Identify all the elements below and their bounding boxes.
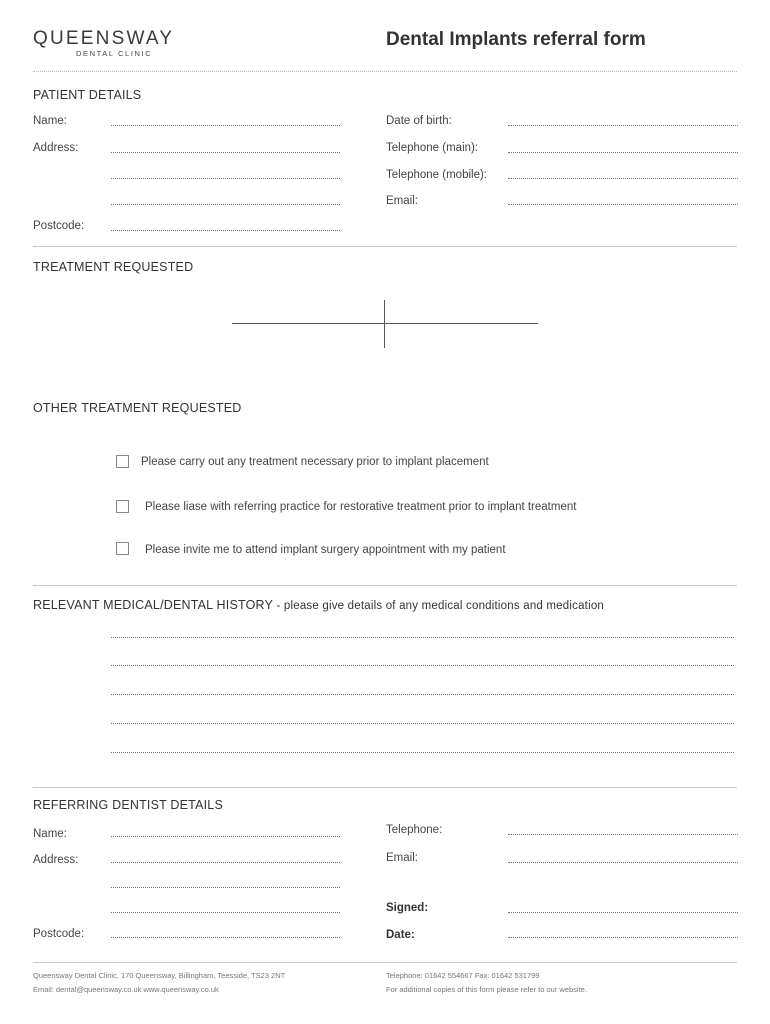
patient-postcode-label: Postcode: (33, 220, 85, 232)
attend-surgery-label: Please invite me to attend implant surgery appointment with my patient (145, 544, 506, 556)
logo-wordmark: QUEENSWAY (33, 28, 175, 49)
date-label: Date: (386, 929, 415, 941)
liase-practice-label: Please liase with referring practice for restorative treatment prior to implant treatment (145, 501, 577, 513)
patient-tel-mobile-field[interactable] (508, 178, 738, 179)
attend-surgery-checkbox[interactable] (116, 542, 129, 555)
dentist-address-field-1[interactable] (111, 862, 340, 863)
form-title: Dental Implants referral form (386, 29, 646, 50)
dentist-name-field[interactable] (111, 836, 340, 837)
dentist-telephone-field[interactable] (508, 834, 738, 835)
patient-name-field[interactable] (111, 125, 340, 126)
patient-address-field-2[interactable] (111, 178, 340, 179)
patient-dob-field[interactable] (508, 125, 738, 126)
patient-address-field-3[interactable] (111, 204, 340, 205)
dentist-email-label: Email: (386, 852, 418, 864)
footer-email-web: Email: dental@queensway.co.uk www.queensway.co.uk (33, 985, 219, 994)
section-divider (33, 787, 737, 788)
patient-tel-main-label: Telephone (main): (386, 142, 479, 154)
patient-tel-main-field[interactable] (508, 152, 738, 153)
dental-chart-horizontal-line[interactable] (232, 323, 538, 324)
footer-copies-note: For additional copies of this form please refer to our website. (386, 985, 587, 994)
patient-address-field-1[interactable] (111, 152, 340, 153)
medical-history-line-3[interactable] (111, 694, 734, 695)
medical-history-line-5[interactable] (111, 752, 734, 753)
liase-practice-checkbox[interactable] (116, 500, 129, 513)
section-divider (33, 246, 737, 247)
medical-history-heading (33, 598, 604, 612)
footer-divider (33, 962, 737, 963)
dentist-address-label: Address: (33, 854, 79, 866)
patient-dob-label: Date of birth: (386, 115, 452, 127)
patient-address-label: Address: (33, 142, 79, 154)
dentist-email-field[interactable] (508, 862, 738, 863)
date-field[interactable] (508, 937, 738, 938)
medical-history-line-1[interactable] (111, 637, 734, 638)
patient-details-heading: PATIENT DETAILS (33, 88, 142, 102)
footer-address: Queensway Dental Clinic, 170 Queensway, Billingham, Teesside, TS23 2NT (33, 971, 286, 980)
patient-email-label: Email: (386, 195, 418, 207)
header-divider (33, 71, 737, 72)
medical-history-line-4[interactable] (111, 723, 734, 724)
treatment-prior-checkbox[interactable] (116, 455, 129, 468)
dental-chart-vertical-line[interactable] (384, 300, 385, 348)
footer-phone-fax: Telephone: 01642 554667 Fax: 01642 531799 (386, 971, 540, 980)
patient-tel-mobile-label: Telephone (mobile): (386, 169, 488, 181)
dentist-telephone-label: Telephone: (386, 824, 443, 836)
medical-history-title: RELEVANT MEDICAL/DENTAL HISTORY (33, 598, 274, 612)
treatment-prior-label: Please carry out any treatment necessary prior to implant placement (141, 456, 489, 468)
signature-field[interactable] (508, 912, 738, 913)
dentist-address-field-3[interactable] (111, 912, 340, 913)
medical-history-note: - please give details of any medical conditions and medication (273, 600, 605, 612)
logo-subtitle: DENTAL CLINIC (76, 49, 153, 58)
signed-label: Signed: (386, 902, 429, 914)
patient-name-label: Name: (33, 115, 67, 127)
referring-dentist-heading: REFERRING DENTIST DETAILS (33, 798, 223, 812)
section-divider (33, 585, 737, 586)
dentist-address-field-2[interactable] (111, 887, 340, 888)
medical-history-line-2[interactable] (111, 665, 734, 666)
dentist-name-label: Name: (33, 828, 67, 840)
patient-postcode-field[interactable] (111, 230, 340, 231)
other-treatment-heading: OTHER TREATMENT REQUESTED (33, 401, 242, 415)
patient-email-field[interactable] (508, 204, 738, 205)
dentist-postcode-field[interactable] (111, 937, 340, 938)
dentist-postcode-label: Postcode: (33, 928, 85, 940)
treatment-requested-heading: TREATMENT REQUESTED (33, 260, 194, 274)
